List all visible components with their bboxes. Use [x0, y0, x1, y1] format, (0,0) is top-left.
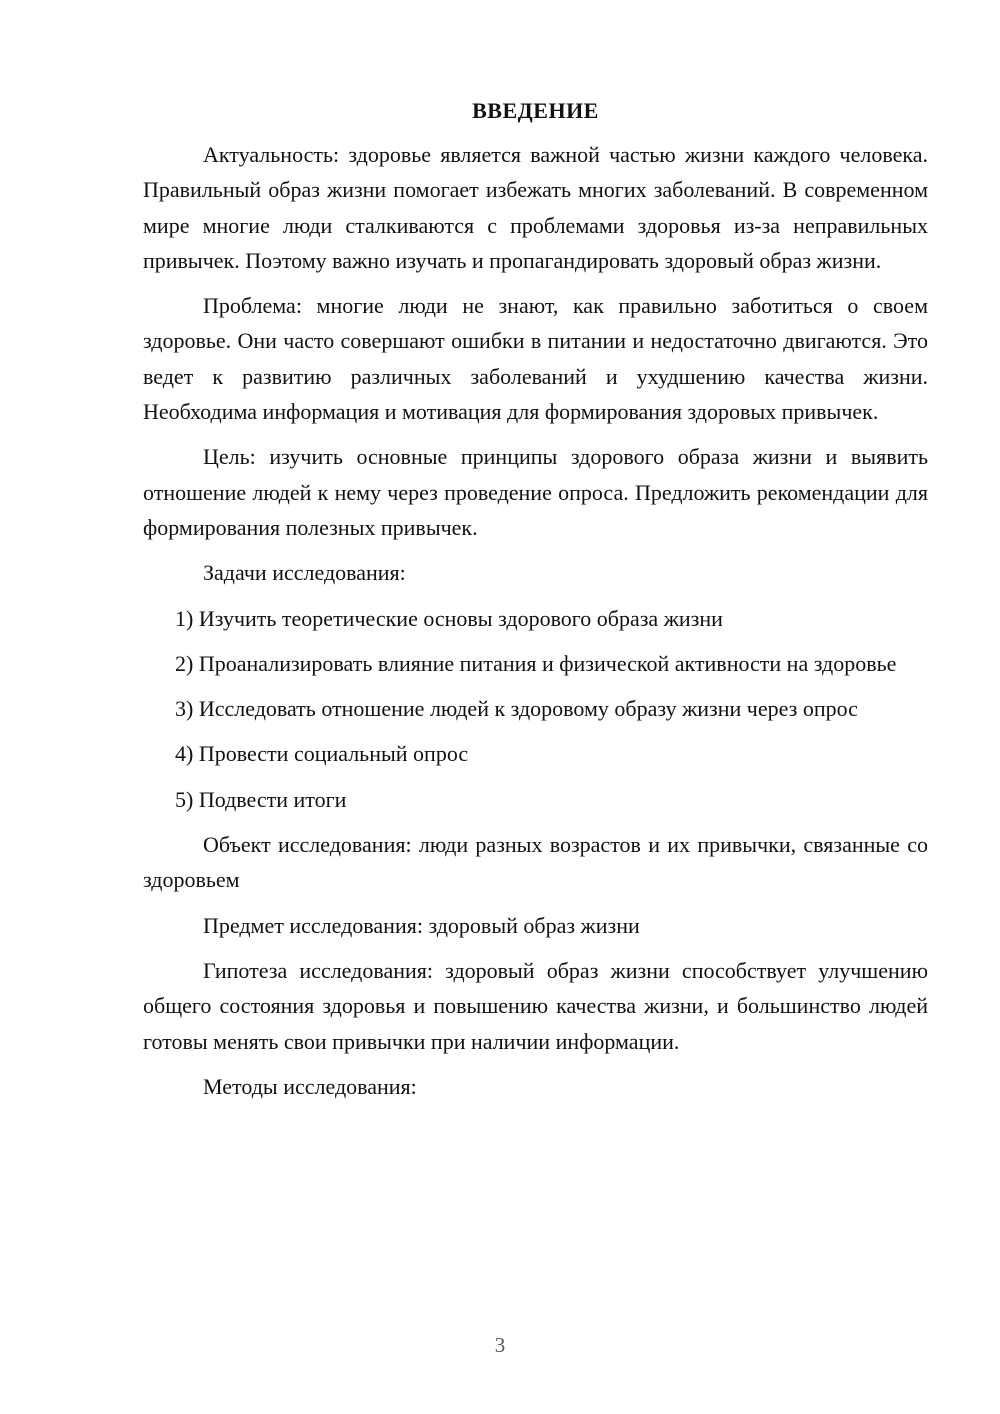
hypothesis-paragraph: Гипотеза исследования: здоровый образ жизни способствует улучшению общего состояния здоровья и повышению качества жизни, и большинство людей готовы менять свои привычки при наличии информации. [143, 957, 928, 1054]
section-heading: ВВЕДЕНИЕ [472, 98, 599, 123]
document-page [143, 95, 928, 1104]
task-item-3: 3) Исследовать отношение людей к здоровому образу жизни через опрос [175, 696, 858, 722]
task-item-2: 2) Проанализировать влияние питания и физической активности на здоровье [175, 650, 897, 676]
task-item-1: 1) Изучить теоретические основы здорового образа жизни [175, 605, 723, 631]
methods-paragraph: Методы исследования: [203, 1073, 417, 1099]
subject-paragraph: Предмет исследования: здоровый образ жизни [203, 912, 640, 938]
task-item-5: 5) Подвести итоги [175, 786, 347, 812]
object-paragraph: Объект исследования: люди разных возрастов и их привычки, связанные со здоровьем [143, 832, 928, 893]
problem-paragraph: Проблема: многие люди не знают, как правильно заботиться о своем здоровье. Они часто совершают ошибки в питании и недостаточно двигаются. Это ведет к развитию различных заболеваний и ухудшению качества жизни. Необходима информация и мотивация для формирования здоровых привычек. [143, 293, 928, 425]
tasks-title: Задачи исследования: [203, 560, 406, 586]
relevance-paragraph: Актуальность: здоровье является важной частью жизни каждого человека. Правильный образ жизни помогает избежать многих заболеваний. В современном мире многие люди сталкиваются с проблемами здоровья из-за неправильных привычек. Поэтому важно изучать и пропагандировать здоровый образ жизни. [143, 142, 928, 273]
goal-paragraph: Цель: изучить основные принципы здорового образа жизни и выявить отношение людей к нему через проведение опроса. Предложить рекомендации для формирования полезных привычек. [143, 444, 928, 540]
page-number: 3 [494, 1333, 506, 1357]
task-item-4: 4) Провести социальный опрос [175, 741, 469, 767]
